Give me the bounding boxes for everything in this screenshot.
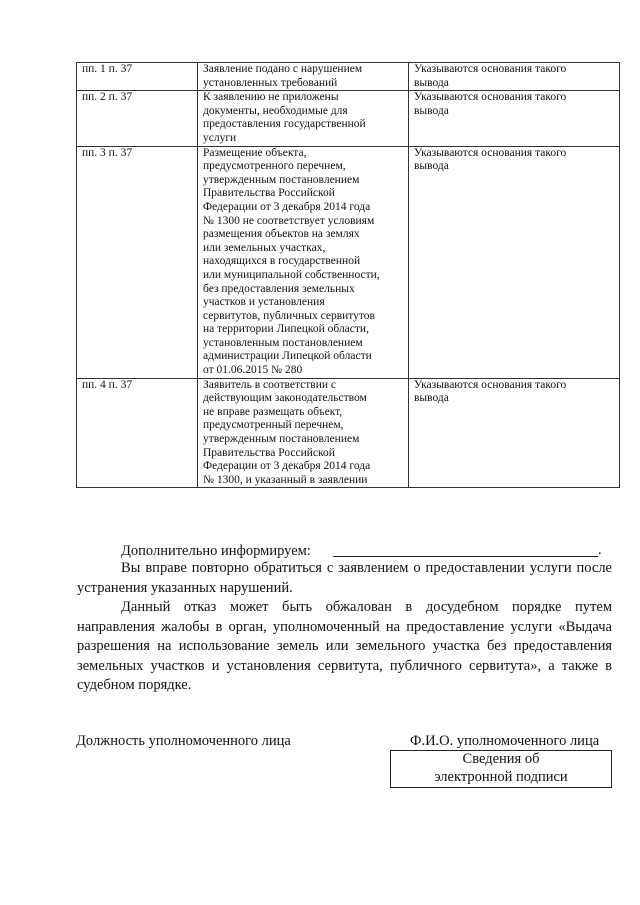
explanation-cell: Указываются основания такого вывода [409, 63, 620, 91]
official-position-label: Должность уполномоченного лица [76, 733, 291, 749]
explanation-cell: Указываются основания такого вывода [409, 91, 620, 146]
appeal-paragraph: Данный отказ может быть обжалован в досудебном порядке путем направления жалобы в орган, уполномоченный на предоставление услуги «Выдача разрешения на использование земель или земельного участка без предоставления земельных участков и установления сервитута, публичного сервитута», а также в судебном порядке. [77, 599, 612, 693]
reason-cell: Заявление подано с нарушением установленных требований [198, 63, 409, 91]
reapply-paragraph: Вы вправе повторно обратиться с заявлением о предоставлении услуги после устранения указанных нарушений. [77, 560, 612, 596]
clause-cell: пп. 2 п. 37 [77, 91, 198, 146]
refusal-grounds-table [76, 62, 620, 488]
additional-info-end-mark: . [598, 542, 602, 558]
reason-cell: Заявитель в соответствии с действующим законодательством не вправе размещать объект, предусмотренный перечнем, утвержденным постановлением Правительства Российской Федерации от 3 декабря 2014 года № 1300, и указанный в заявлении [198, 378, 409, 488]
clause-cell: пп. 4 п. 37 [77, 378, 198, 488]
explanation-cell: Указываются основания такого вывода [409, 378, 620, 488]
additional-info-blank-line [333, 556, 598, 557]
reason-cell: Размещение объекта, предусмотренного перечнем, утвержденным постановлением Правительства Российской Федерации от 3 декабря 2014 года № 1300 не соответствует условиям размещения объектов на землях или земельных участках, находящихся в государственной или муниципальной собственности, без предоставления земельных участков и установления сервитутов, публичных сервитутов на территории Липецкой области, установленным постановлением администрации Липецкой области от 01.06.2015 № 280 [198, 146, 409, 378]
official-name-label: Ф.И.О. уполномоченного лица [410, 733, 600, 749]
reason-cell: К заявлению не приложены документы, необходимые для предоставления государственной услуги [198, 91, 409, 146]
clause-cell: пп. 3 п. 37 [77, 146, 198, 378]
table-row [77, 91, 620, 146]
clause-cell: пп. 1 п. 37 [77, 63, 198, 91]
explanation-cell: Указываются основания такого вывода [409, 146, 620, 378]
esig-line-2: электронной подписи [434, 768, 568, 785]
esig-line-1: Сведения об [462, 751, 540, 767]
additional-info-label: Дополнительно информируем: [121, 543, 311, 559]
table-row [77, 378, 620, 488]
table-row [77, 63, 620, 91]
table-row [77, 146, 620, 378]
electronic-signature-box [390, 750, 612, 788]
